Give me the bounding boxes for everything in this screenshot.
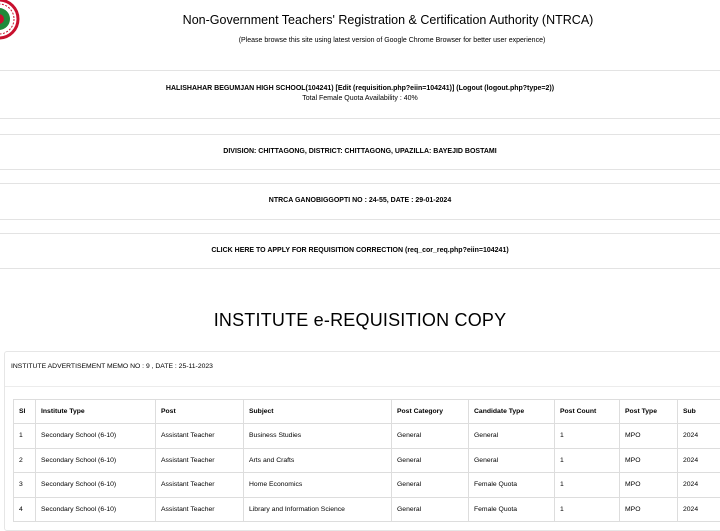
cell-post-category: General	[392, 424, 469, 449]
cell-candidate-type: General	[469, 424, 555, 449]
cell-candidate-type: Female Quota	[469, 497, 555, 522]
cell-sl: 1	[14, 424, 36, 449]
cell-sl: 4	[14, 497, 36, 522]
divider	[0, 134, 720, 135]
cell-subject: Home Economics	[244, 473, 392, 498]
cell-post-category: General	[392, 473, 469, 498]
cell-post-category: General	[392, 448, 469, 473]
cell-subject: Library and Information Science	[244, 497, 392, 522]
divider	[5, 386, 720, 387]
column-header-post: Post	[156, 400, 244, 424]
cell-post: Assistant Teacher	[156, 424, 244, 449]
divider	[0, 233, 720, 234]
cell-subject-code: 2024	[678, 497, 720, 522]
table-row	[14, 497, 720, 522]
cell-institute-type: Secondary School (6-10)	[36, 424, 156, 449]
divider	[0, 268, 720, 269]
column-header-subject-code: Sub	[678, 400, 720, 424]
female-quota-text: Total Female Quota Availability : 40%	[0, 95, 720, 102]
cell-institute-type: Secondary School (6-10)	[36, 448, 156, 473]
cell-post-count: 1	[555, 424, 620, 449]
logout-link[interactable]: (Logout (logout.php?type=2))	[456, 85, 554, 92]
advertisement-memo: INSTITUTE ADVERTISEMENT MEMO NO : 9 , DATE : 25-11-2023	[11, 363, 213, 370]
column-header-subject: Subject	[244, 400, 392, 424]
cell-post: Assistant Teacher	[156, 473, 244, 498]
table-body	[14, 424, 720, 522]
institute-info	[0, 85, 720, 102]
cell-subject-code: 2024	[678, 424, 720, 449]
cell-candidate-type: General	[469, 448, 555, 473]
cell-subject-code: 2024	[678, 473, 720, 498]
column-header-post-category: Post Category	[392, 400, 469, 424]
cell-post: Assistant Teacher	[156, 448, 244, 473]
cell-institute-type: Secondary School (6-10)	[36, 473, 156, 498]
cell-post-type: MPO	[620, 497, 678, 522]
institute-name: HALISHAHAR BEGUMJAN HIGH SCHOOL(104241)	[166, 85, 334, 92]
table-row	[14, 424, 720, 449]
column-header-institute-type: Institute Type	[36, 400, 156, 424]
cell-sl: 3	[14, 473, 36, 498]
table-row	[14, 473, 720, 498]
cell-subject-code: 2024	[678, 448, 720, 473]
site-title: Non-Government Teachers' Registration & Certification Authority (NTRCA)	[0, 13, 720, 27]
cell-post-type: MPO	[620, 473, 678, 498]
cell-post: Assistant Teacher	[156, 497, 244, 522]
location-text: DIVISION: CHITTAGONG, DISTRICT: CHITTAGONG, UPAZILLA: BAYEJID BOSTAMI	[0, 148, 720, 155]
cell-post-type: MPO	[620, 424, 678, 449]
edit-requisition-link[interactable]: [Edit (requisition.php?eiin=104241)]	[336, 85, 455, 92]
column-header-post-type: Post Type	[620, 400, 678, 424]
column-header-post-count: Post Count	[555, 400, 620, 424]
table-header-row	[14, 400, 720, 424]
cell-post-count: 1	[555, 448, 620, 473]
cell-candidate-type: Female Quota	[469, 473, 555, 498]
divider	[0, 118, 720, 119]
cell-post-count: 1	[555, 473, 620, 498]
cell-subject: Business Studies	[244, 424, 392, 449]
requisition-correction-link[interactable]: CLICK HERE TO APPLY FOR REQUISITION CORRECTION (req_cor_req.php?eiin=104241)	[211, 247, 508, 254]
divider	[0, 219, 720, 220]
cell-post-count: 1	[555, 497, 620, 522]
table-row	[14, 448, 720, 473]
divider	[0, 169, 720, 170]
requisition-table	[13, 399, 720, 522]
gazette-text: NTRCA GANOBIGGOPTI NO : 24-55, DATE : 29-01-2024	[0, 197, 720, 204]
browser-note: (Please browse this site using latest version of Google Chrome Browser for better user experience)	[0, 37, 720, 44]
divider	[0, 183, 720, 184]
column-header-sl: Sl	[14, 400, 36, 424]
divider	[0, 70, 720, 71]
cell-post-category: General	[392, 497, 469, 522]
cell-post-type: MPO	[620, 448, 678, 473]
column-header-candidate-type: Candidate Type	[469, 400, 555, 424]
page-title: INSTITUTE e-REQUISITION COPY	[0, 310, 720, 331]
requisition-panel	[4, 351, 720, 531]
cell-sl: 2	[14, 448, 36, 473]
cell-subject: Arts and Crafts	[244, 448, 392, 473]
cell-institute-type: Secondary School (6-10)	[36, 497, 156, 522]
